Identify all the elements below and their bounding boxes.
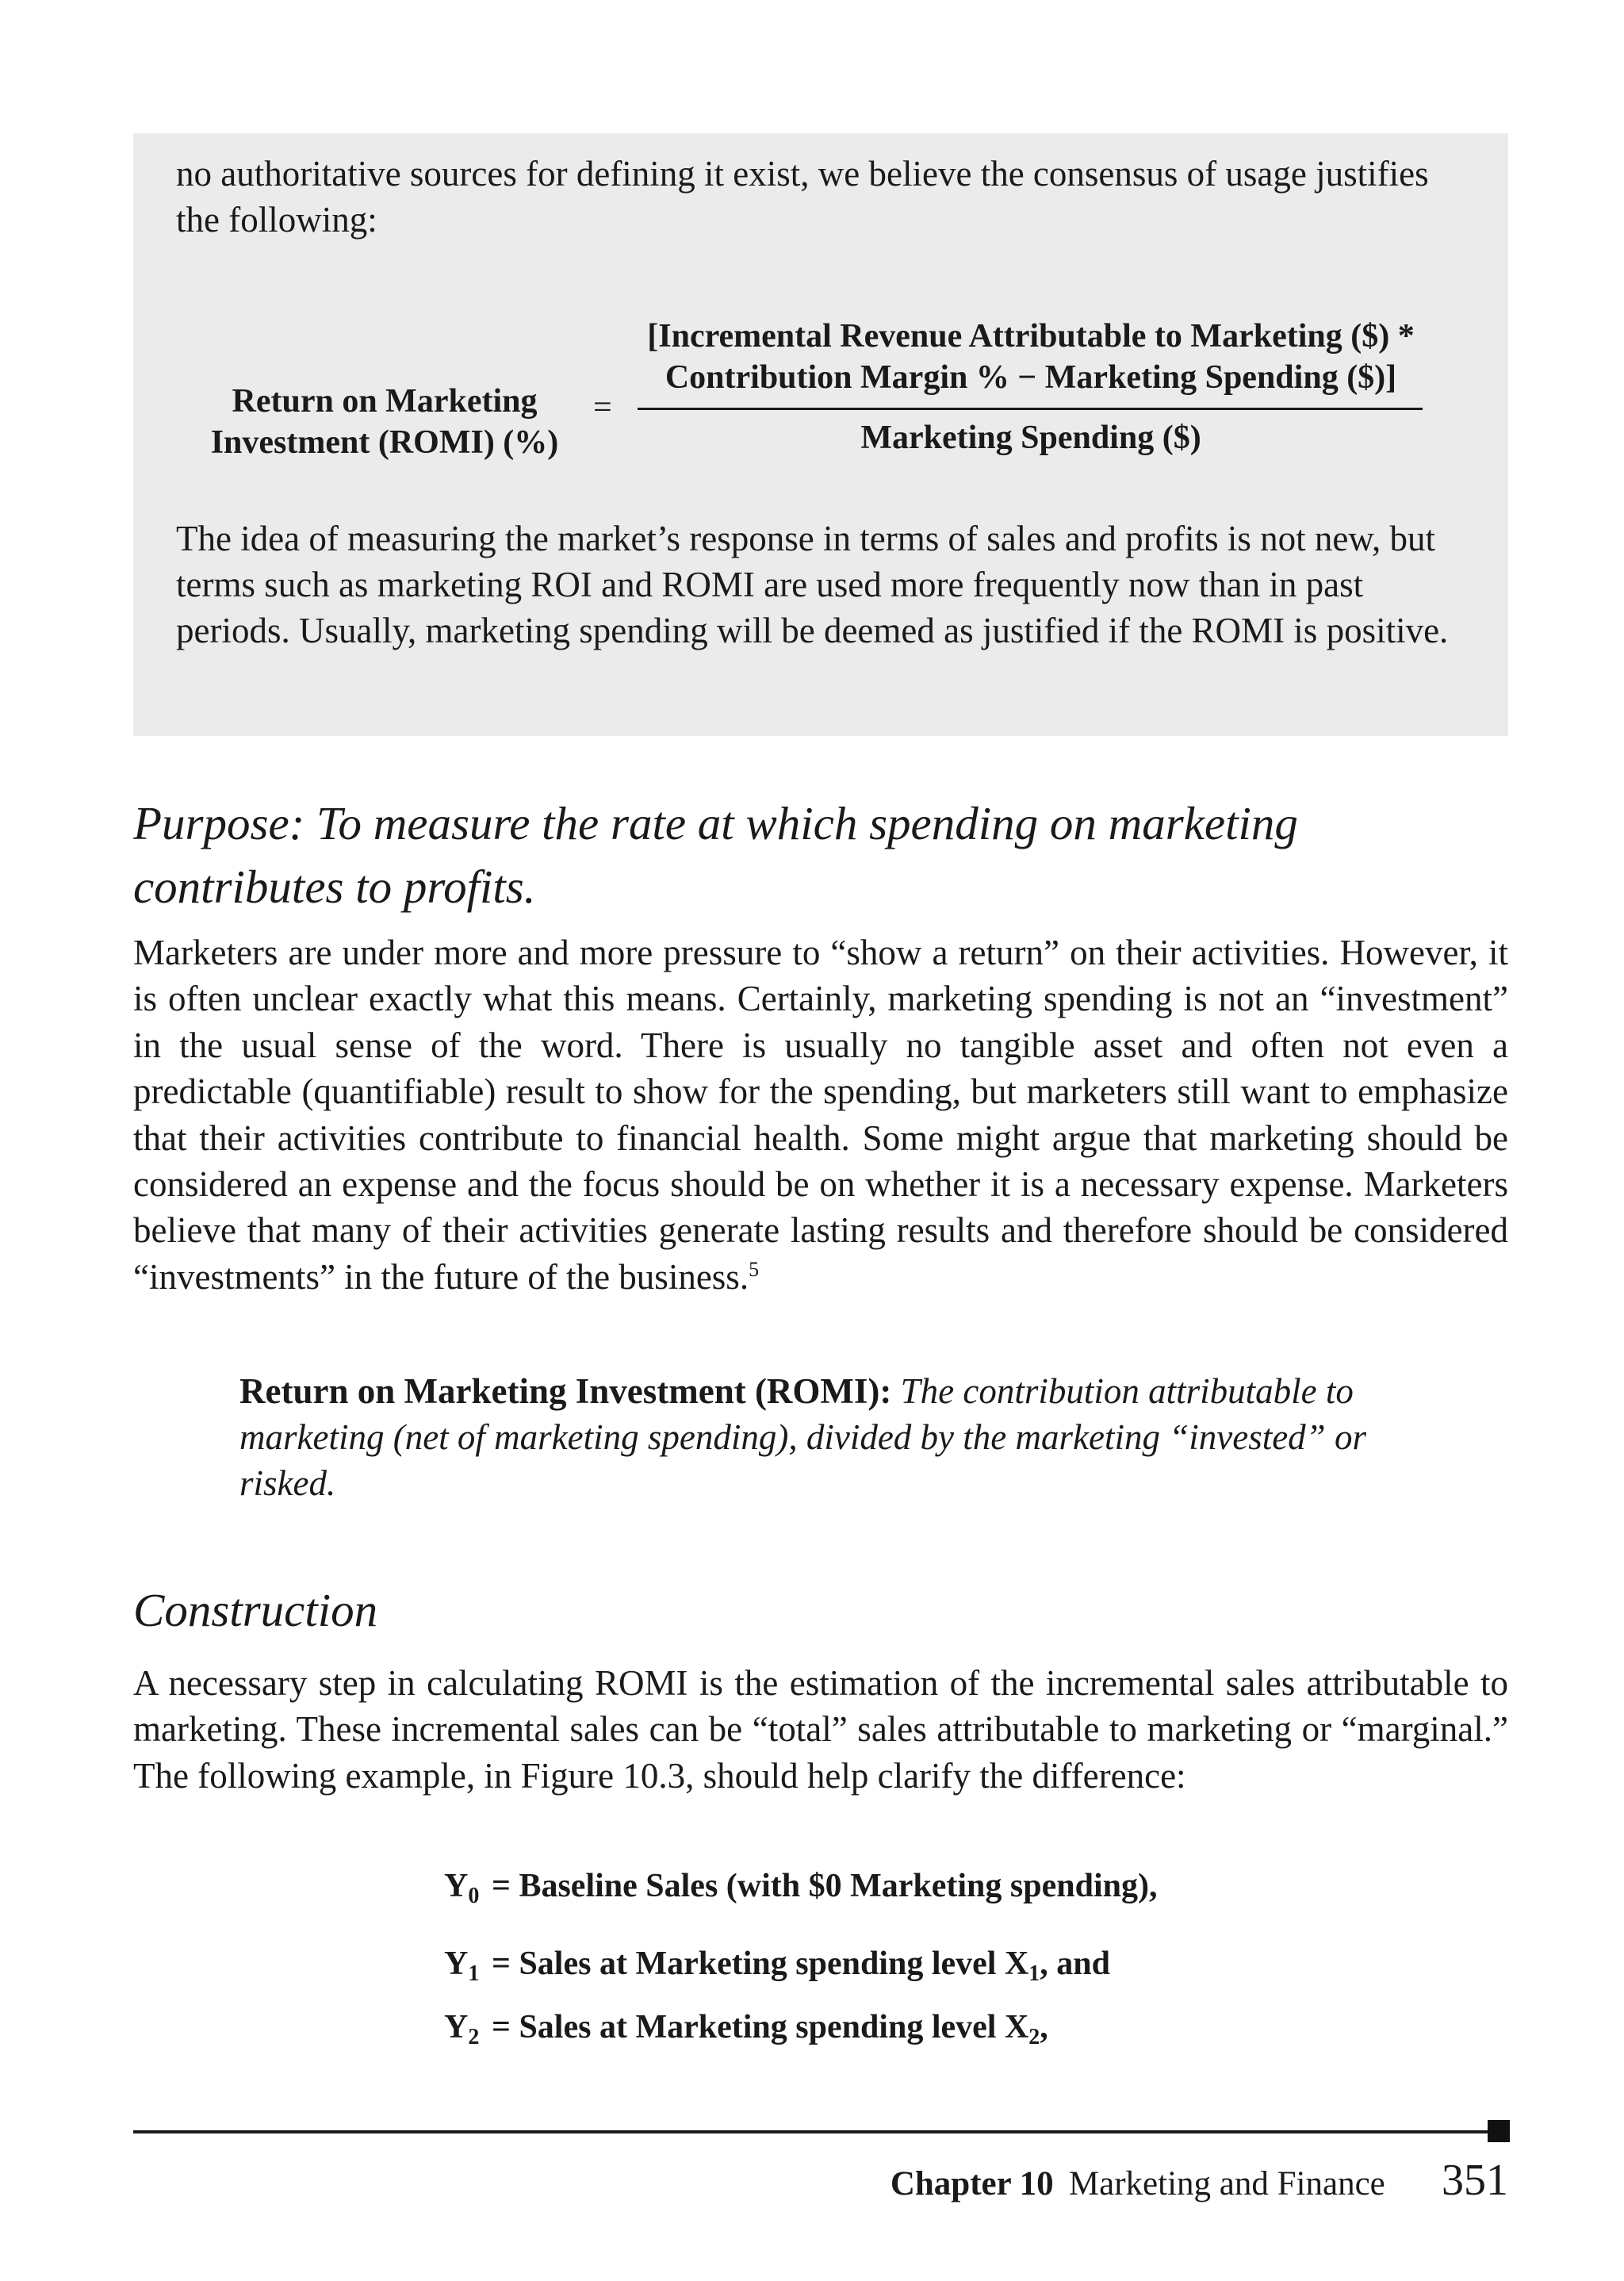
equation-text: Sales at Marketing spending level X	[519, 1946, 1029, 1982]
equation-variable: $Y_2$	[444, 2009, 480, 2049]
equation-x-subscript: 1	[1028, 1961, 1040, 1986]
purpose-paragraph-text: Marketers are under more and more pressure to “show a return” on their activities. However, it is often unclear exactly what this means. Certainly, marketing spending is not an “investment” in the usual sense of the word. There is usually no tangible asset and often not even a predictable (quantifiable) result to show for the spending, but marketers still want to emphasize that their activities contribute to financial health. Some might argue that marketing should be considered an expense and the focus should be on whether it is a necessary expense. Marketers believe that many of their activities generate lasting results and therefore should be considered “investments” in the future of the business.	[133, 933, 1508, 1297]
equation-text-after: ,	[1040, 2009, 1048, 2045]
equation-y1	[444, 1943, 1110, 1995]
formula-lhs	[182, 381, 587, 463]
equation-equals: =	[492, 1946, 511, 1982]
equation-variable: $Y_1$	[444, 1946, 480, 1986]
equation-y0	[444, 1865, 1158, 1917]
formula-numerator-line2: Contribution Margin % − Marketing Spending ($)]	[665, 359, 1397, 396]
footer-rule	[133, 2130, 1494, 2133]
chapter-title: Marketing and Finance	[1068, 2165, 1385, 2202]
purpose-heading: Purpose: To measure the rate at which spending on marketing contributes to profits.	[133, 797, 1298, 913]
equation-variable: $Y_0$	[444, 1868, 480, 1908]
formula-numerator-line1: [Incremental Revenue Attributable to Marketing ($) *	[647, 318, 1415, 355]
equation-text: Sales at Marketing spending level X	[519, 2009, 1029, 2045]
equation-equals: =	[492, 2009, 511, 2045]
equation-equals: =	[492, 1868, 511, 1904]
formula-lhs-line2: Investment (ROMI) (%)	[210, 424, 559, 461]
definition-term: Return on Marketing Investment (ROMI):	[239, 1371, 892, 1411]
fraction-bar	[638, 408, 1423, 410]
box-paragraph: The idea of measuring the market’s response in terms of sales and profits is not new, but terms such as marketing ROI and ROMI are used more frequently now than in past periods. Usually, marketing spending will be deemed as justified if the ROMI is positive.	[176, 519, 1449, 650]
definition-text: The contribution attributable to marketing (net of marketing spending), divided by the marketing “invested” or risked.	[239, 1371, 1366, 1503]
definition-block	[239, 1368, 1461, 1506]
equation-text-after: , and	[1040, 1946, 1110, 1982]
chapter-label: Chapter 10	[890, 2165, 1054, 2202]
purpose-paragraph	[133, 930, 1508, 1300]
formula-numerator	[634, 316, 1427, 398]
box-intro-text: no authoritative sources for defining it exist, we believe the consensus of usage justifies the following:	[176, 154, 1429, 240]
formula-lhs-line1: Return on Marketing	[232, 383, 538, 420]
equation-y2	[444, 2007, 1048, 2058]
equation-x-subscript: 2	[1028, 2025, 1040, 2049]
equation-text: Baseline Sales (with $0 Marketing spending),	[519, 1868, 1158, 1904]
formula-equals: =	[593, 389, 612, 426]
construction-heading: Construction	[133, 1584, 378, 1636]
page-footer	[891, 2157, 1508, 2207]
construction-paragraph: A necessary step in calculating ROMI is the estimation of the incremental sales attributable to marketing. These incremental sales can be “total” sales attributable to marketing or “marginal.” The following example, in Figure 10.3, should help clarify the difference:	[133, 1663, 1508, 1796]
page-number: 351	[1442, 2156, 1508, 2205]
footer-square-marker	[1488, 2120, 1510, 2142]
footnote-marker[interactable]: 5	[749, 1257, 760, 1281]
formula-denominator: Marketing Spending ($)	[860, 420, 1201, 456]
